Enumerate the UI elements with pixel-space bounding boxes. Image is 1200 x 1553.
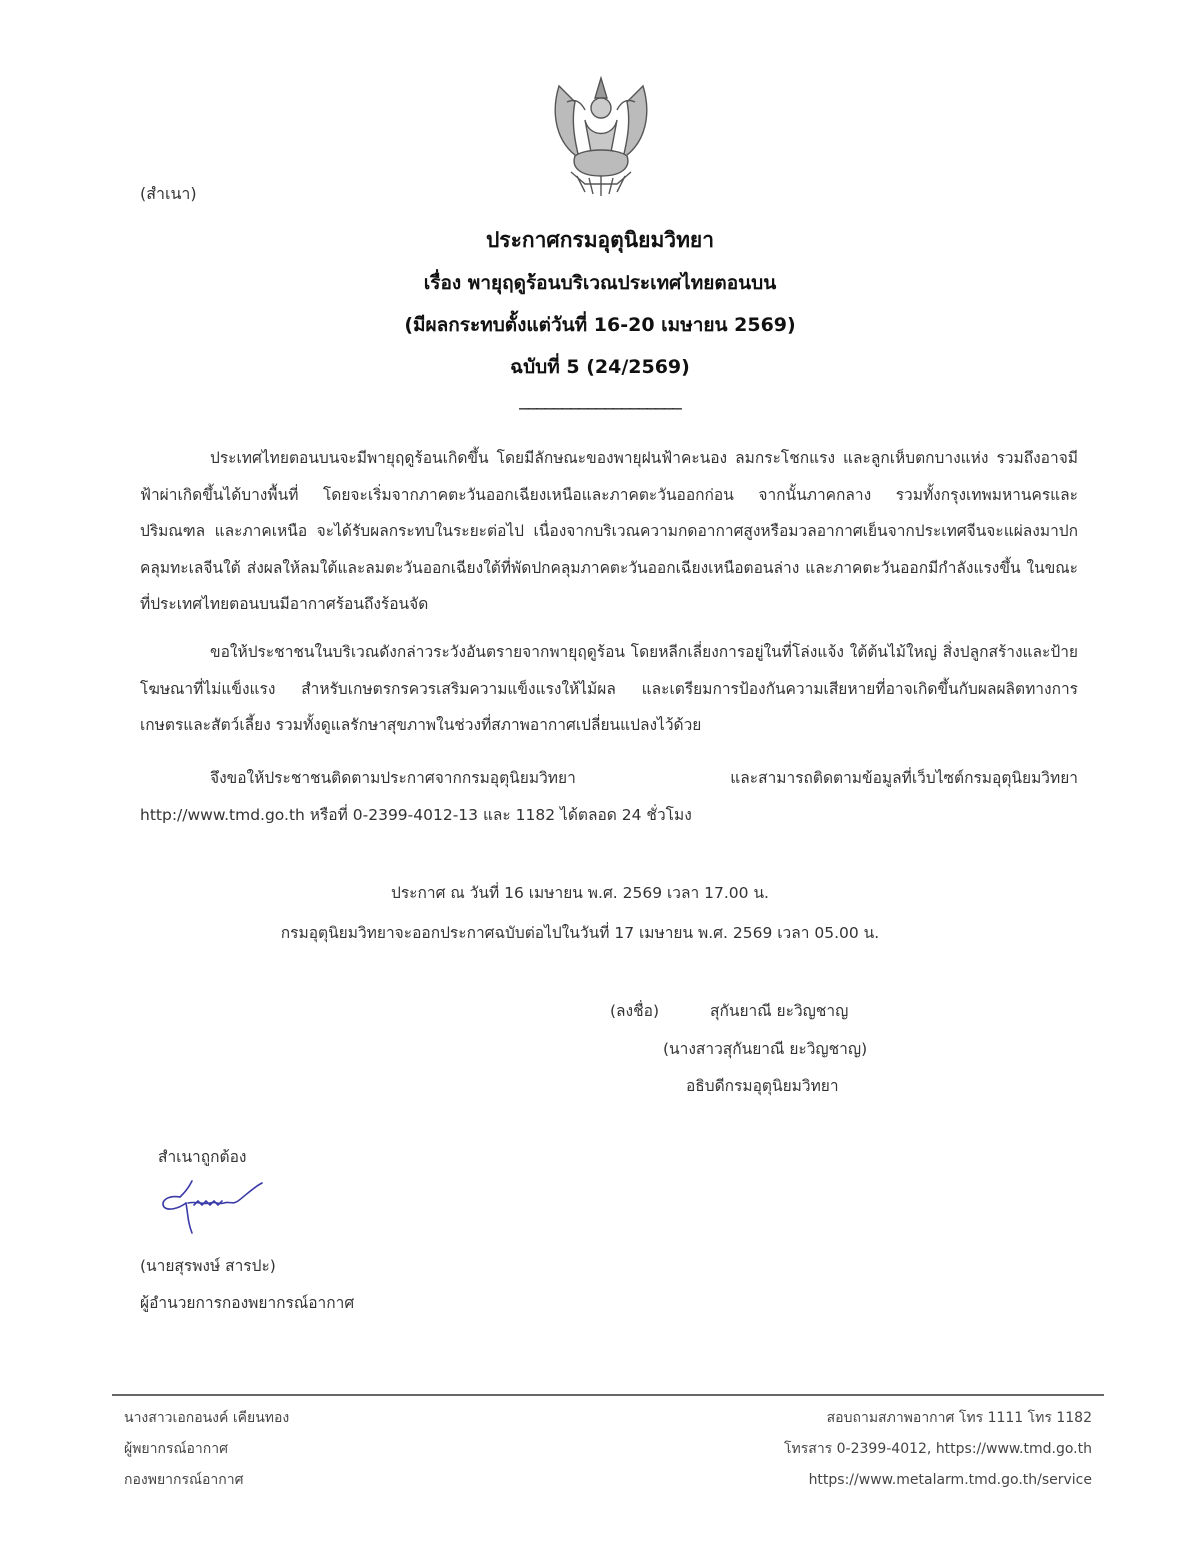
paragraph-contact — [140, 760, 1078, 833]
certifier-name: (นายสุรพงษ์ สารปะ) — [140, 1257, 276, 1275]
contact-phone: สอบถามสภาพอากาศ โทร 1111 โทร 1182 — [826, 1410, 1092, 1426]
forecaster-name: นางสาวเอกอนงค์ เคียนทอง — [124, 1410, 290, 1426]
paragraph-text: ประเทศไทยตอนบนจะมีพายุฤดูร้อนเกิดขึ้น โดยมีลักษณะของพายุฝนฟ้าคะนอง ลมกระโชกแรง และลูกเห็บตกบางแห่ง รวมถึงอาจมีฟ้าผ่าเกิดขึ้นได้บางพื้นที่ โดยจะเริ่มจากภาคตะวันออกเฉียงเหนือและภาคตะวันออกก่อน จากนั้นภาคกลาง รวมทั้งกรุงเทพมหานครและปริมณฑล และภาคเหนือ จะได้รับผลกระทบในระยะต่อไป เนื่องจากบริเวณความกดอากาศสูงหรือมวลอากาศเย็นจากประเทศจีนจะแผ่ลงมาปกคลุมทะเลจีนใต้ ส่งผลให้ลมใต้และลมตะวันออกเฉียงใต้ที่พัดปกคลุมภาคตะวันออกเฉียงเหนือตอนล่าง และภาคตะวันออกมีกำลังแรงขึ้น ในขณะที่ประเทศไทยตอนบนมีอากาศร้อนถึงร้อนจัด — [140, 449, 1078, 613]
signatory-full-name: (นางสาวสุกันยาณี ยะวิญชาญ) — [663, 1040, 868, 1058]
contact-fax-website: โทรสาร 0-2399-4012, https://www.tmd.go.th — [784, 1441, 1092, 1457]
document-subject: เรื่อง พายุฤดูร้อนบริเวณประเทศไทยตอนบน — [423, 272, 777, 294]
footer-contact — [784, 1403, 1092, 1496]
signatory-name: สุกันยาณี ยะวิญชาญ — [710, 1002, 849, 1020]
forecaster-division: กองพยากรณ์อากาศ — [124, 1472, 244, 1488]
contact-metalarm-link[interactable]: https://www.metalarm.tmd.go.th/service — [808, 1472, 1092, 1488]
copy-label: (สำเนา) — [140, 184, 197, 203]
garuda-emblem-icon — [545, 72, 657, 200]
next-issue-date: กรมอุตุนิยมวิทยาจะออกประกาศฉบับต่อไปในวันที่ 17 เมษายน พ.ศ. 2569 เวลา 05.00 น. — [280, 924, 880, 942]
effect-period: (มีผลกระทบตั้งแต่วันที่ 16-20 เมษายน 2569) — [404, 314, 796, 336]
forecaster-title: ผู้พยากรณ์อากาศ — [124, 1441, 228, 1457]
certified-copy-label: สำเนาถูกต้อง — [158, 1148, 247, 1166]
certifier-position: ผู้อำนวยการกองพยากรณ์อากาศ — [140, 1294, 355, 1312]
paragraph-text: ขอให้ประชาชนในบริเวณดังกล่าวระวังอันตรายจากพายุฤดูร้อน โดยหลีกเลี่ยงการอยู่ในที่โล่งแจ้ง ใต้ต้นไม้ใหญ่ สิ่งปลูกสร้างและป้ายโฆษณาที่ไม่แข็งแรง สำหรับเกษตรกรควรเสริมความแข็งแรงให้ไม้ผล และเตรียมการป้องกันความเสียหายที่อาจเกิดขึ้นกับผลผลิตทางการเกษตรและสัตว์เลี้ยง รวมทั้งดูแลรักษาสุขภาพในช่วงที่สภาพอากาศเปลี่ยนแปลงไว้ด้วย — [140, 643, 1078, 734]
document-title: ประกาศกรมอุตุนิยมวิทยา — [485, 228, 715, 252]
paragraph-forecast — [140, 440, 1078, 623]
signatory-position: อธิบดีกรมอุตุนิยมวิทยา — [686, 1077, 839, 1095]
handwritten-signature-icon — [158, 1175, 268, 1235]
signature-label: (ลงชื่อ) — [610, 1002, 659, 1020]
footer-forecaster — [124, 1403, 289, 1496]
paragraph-text: จึงขอให้ประชาชนติดตามประกาศจากกรมอุตุนิยมวิทยา และสามารถติดตามข้อมูลที่เว็บไซต์กรมอุตุนิยมวิทยา http://www.tmd.go.th หรือที่ 0-2399-4012-13 และ 1182 ได้ตลอด 24 ชั่วโมง — [140, 769, 1078, 824]
title-separator: ___________________ — [519, 388, 681, 410]
issue-number: ฉบับที่ 5 (24/2569) — [510, 356, 690, 378]
paragraph-advice — [140, 634, 1078, 744]
announced-date: ประกาศ ณ วันที่ 16 เมษายน พ.ศ. 2569 เวลา 17.00 น. — [391, 884, 769, 902]
footer-divider — [112, 1394, 1104, 1396]
